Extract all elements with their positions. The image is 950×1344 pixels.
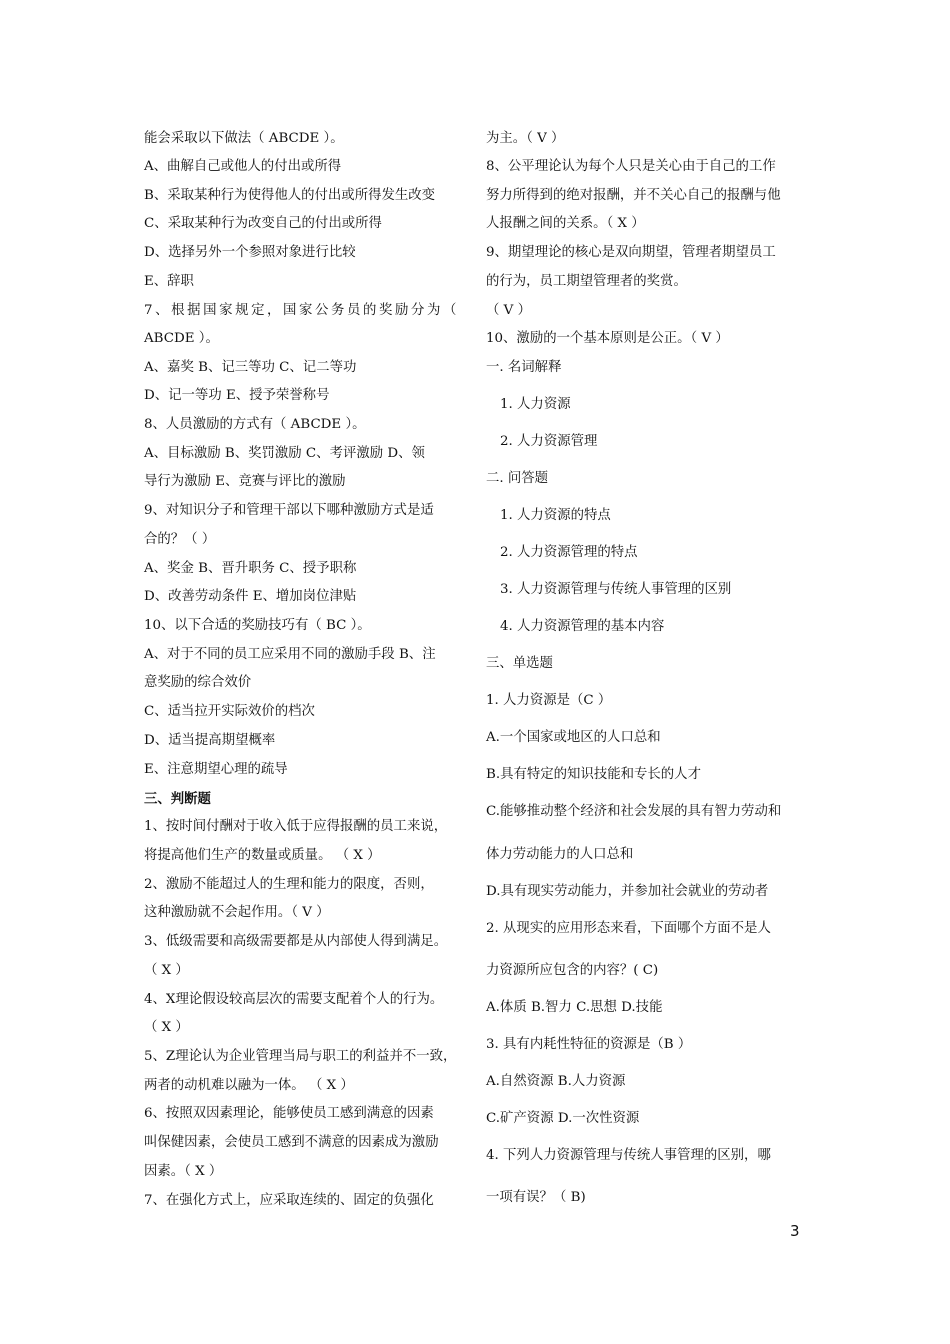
option-line: A、奖金 B、晋升职务 C、授予职称: [144, 561, 357, 576]
section-heading: 二. 问答题: [486, 471, 549, 486]
statement-line: 的行为，员工期望管理者的奖赏。: [486, 274, 687, 289]
option-line: D、选择另外一个参照对象进行比较: [144, 245, 356, 260]
question-line: 合的？（ ）: [144, 532, 216, 547]
option-line: C、适当拉开实际效价的档次: [144, 704, 315, 719]
option-line: 意奖励的综合效价: [144, 675, 252, 690]
option-line: A.一个国家或地区的人口总和: [486, 730, 661, 745]
option-line: D.具有现实劳动能力，并参加社会就业的劳动者: [486, 884, 769, 899]
option-line: C、采取某种行为改变自己的付出或所得: [144, 216, 382, 231]
option-line: A、目标激励 B、奖罚激励 C、考评激励 D、领: [144, 446, 425, 461]
statement-line: 7、在强化方式上，应采取连续的、固定的负强化: [144, 1193, 434, 1208]
statement-line: 为主。（ V ）: [486, 131, 565, 146]
option-line: D、记一等功 E、授予荣誉称号: [144, 388, 330, 403]
question-line: 10、以下合适的奖励技巧有（ BC ）。: [144, 618, 371, 633]
question-line: 力资源所应包含的内容？( C): [486, 963, 659, 978]
statement-line: 5、Z理论认为企业管理当局与职工的利益并不一致，: [144, 1049, 457, 1064]
question-line: ABCDE ）。: [144, 331, 219, 346]
option-line: A.体质 B.智力 C.思想 D.技能: [486, 1000, 663, 1015]
statement-line: 3、低级需要和高级需要都是从内部使人得到满足。: [144, 934, 448, 949]
option-line: A.自然资源 B.人力资源: [486, 1074, 626, 1089]
option-line: E、辞职: [144, 274, 194, 289]
question-line: 8、人员激励的方式有（ ABCDE ）。: [144, 417, 366, 432]
section-heading: 一. 名词解释: [486, 360, 562, 375]
option-line: D、改善劳动条件 E、增加岗位津贴: [144, 589, 357, 604]
option-line: 体力劳动能力的人口总和: [486, 847, 634, 862]
question-line: 9、对知识分子和管理干部以下哪种激励方式是适: [144, 503, 434, 518]
statement-line: 这种激励就不会起作用。（ V ）: [144, 905, 330, 920]
statement-line: 努力所得到的绝对报酬，并不关心自己的报酬与他: [486, 188, 781, 203]
option-line: C.能够推动整个经济和社会发展的具有智力劳动和: [486, 804, 782, 819]
option-line: D、适当提高期望概率: [144, 733, 276, 748]
statement-line: 6、按照双因素理论，能够使员工感到满意的因素: [144, 1106, 434, 1121]
question-line: 4. 下列人力资源管理与传统人事管理的区别，哪: [486, 1148, 771, 1163]
list-item: 1. 人力资源: [500, 397, 571, 412]
statement-line: 将提高他们生产的数量或质量。 （ X ）: [144, 848, 381, 863]
statement-line: 两者的动机难以融为一体。 （ X ）: [144, 1078, 354, 1093]
statement-line: （ X ）: [144, 963, 189, 978]
statement-line: 人报酬之间的关系。（ X ）: [486, 216, 645, 231]
page-number: 3: [790, 1222, 800, 1240]
statement-line: 叫保健因素，会使员工感到不满意的因素成为激励: [144, 1135, 439, 1150]
option-line: B.具有特定的知识技能和专长的人才: [486, 767, 701, 782]
list-item: 2. 人力资源管理: [500, 434, 598, 449]
statement-line: 因素。（ X ）: [144, 1164, 223, 1179]
option-line: A、曲解自己或他人的付出或所得: [144, 159, 342, 174]
option-line: B、采取某种行为使得他人的付出或所得发生改变: [144, 188, 436, 203]
section-heading: 三、判断题: [144, 791, 211, 807]
statement-line: （ X ）: [144, 1020, 189, 1035]
statement-line: 9、期望理论的核心是双向期望，管理者期望员工: [486, 245, 776, 260]
statement-line: 1、按时间付酬对于收入低于应得报酬的员工来说，: [144, 819, 448, 834]
option-line: 导行为激励 E、竞赛与评比的激励: [144, 474, 346, 489]
list-item: 3. 人力资源管理与传统人事管理的区别: [500, 582, 732, 597]
list-item: 1. 人力资源的特点: [500, 508, 611, 523]
text-line: 能会采取以下做法（ ABCDE ）。: [144, 131, 344, 146]
option-line: A、嘉奖 B、记三等功 C、记二等功: [144, 360, 357, 375]
question-line: 7、根据国家规定，国家公务员的奖励分为（: [144, 303, 459, 318]
list-item: 2. 人力资源管理的特点: [500, 545, 638, 560]
statement-line: 2、激励不能超过人的生理和能力的限度，否则，: [144, 877, 434, 892]
statement-line: 10、激励的一个基本原则是公正。（ V ）: [486, 331, 729, 346]
option-line: C.矿产资源 D.一次性资源: [486, 1111, 640, 1126]
question-line: 3. 具有内耗性特征的资源是（B ）: [486, 1037, 692, 1052]
statement-line: （ V ）: [486, 303, 531, 318]
section-heading: 三、单选题: [486, 656, 553, 671]
statement-line: 4、X理论假设较高层次的需要支配着个人的行为。: [144, 992, 444, 1007]
option-line: A、对于不同的员工应采用不同的激励手段 B、注: [144, 647, 436, 662]
question-line: 一项有误？（ B): [486, 1190, 586, 1205]
question-line: 1. 人力资源是（C ）: [486, 693, 612, 708]
question-line: 2. 从现实的应用形态来看，下面哪个方面不是人: [486, 921, 771, 936]
statement-line: 8、公平理论认为每个人只是关心由于自己的工作: [486, 159, 776, 174]
option-line: E、注意期望心理的疏导: [144, 762, 288, 777]
list-item: 4. 人力资源管理的基本内容: [500, 619, 665, 634]
